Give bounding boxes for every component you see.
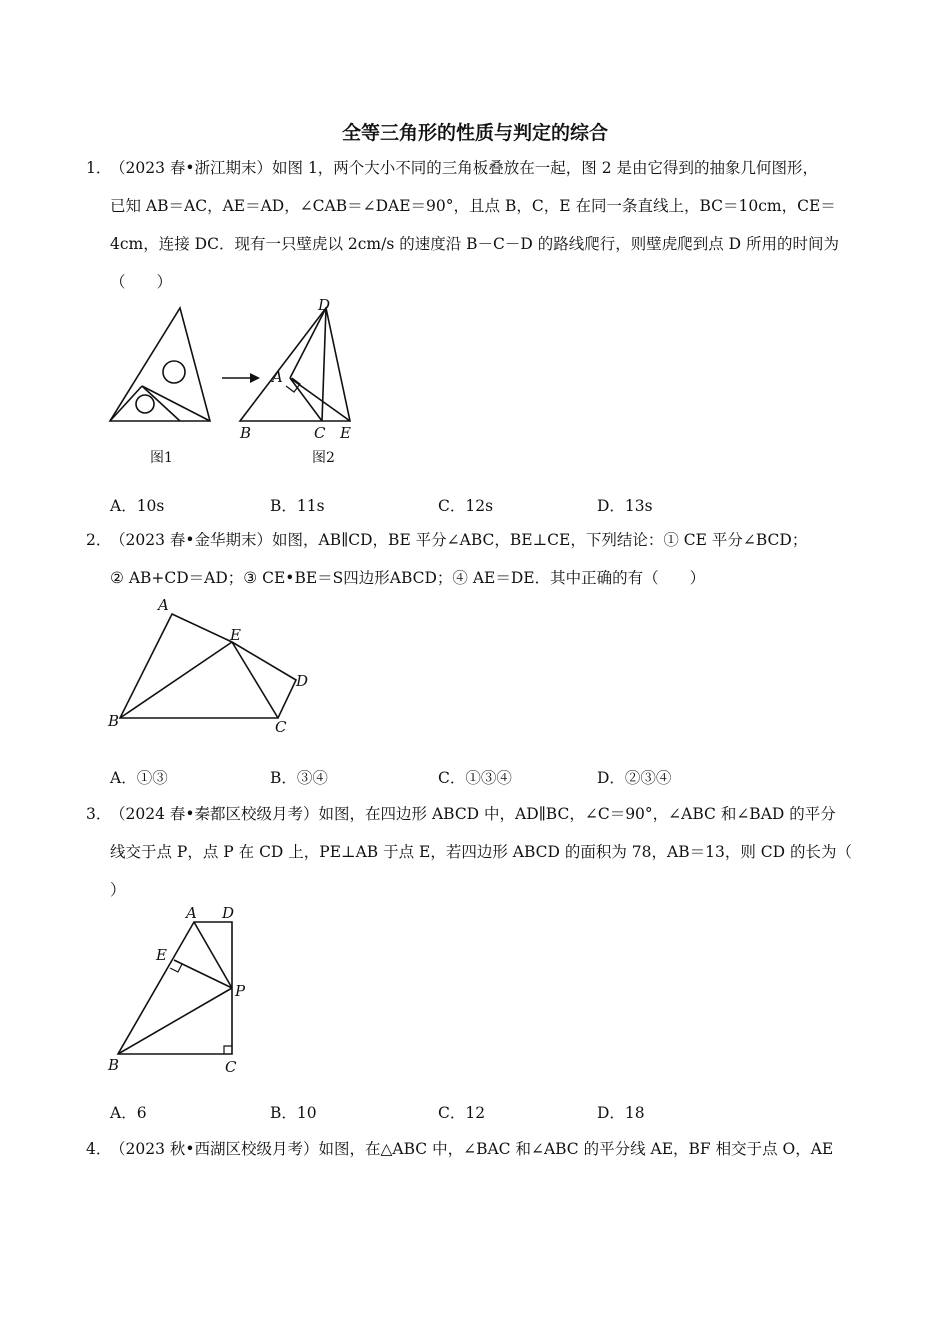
question-2-number: 2． (86, 531, 112, 549)
label-C: C (225, 1058, 237, 1076)
label-E: E (156, 946, 167, 964)
question-3-number: 3． (86, 805, 112, 823)
label-D: D (222, 904, 235, 922)
question-1-line-1: （2023 春•浙江期末）如图 1，两个大小不同的三角板叠放在一起，图 2 是由它得到的抽象几何图形， (110, 159, 819, 177)
caption-figure-1: 图1 (150, 450, 173, 466)
option-a[interactable]: A．6 (110, 1104, 147, 1122)
figure-2-geometry (240, 308, 350, 421)
question-4-number: 4． (86, 1140, 112, 1158)
page-title: 全等三角形的性质与判定的综合 (341, 122, 608, 144)
question-2-figure (100, 594, 320, 739)
question-1-line-4: （ ） (110, 273, 173, 291)
option-d[interactable]: D．18 (597, 1104, 645, 1122)
option-b[interactable]: B．10 (270, 1104, 317, 1122)
question-1-number: 1． (86, 159, 112, 177)
caption-figure-2: 图2 (312, 450, 335, 466)
question-2-line-1: （2023 春•金华期末）如图，AB∥CD，BE 平分∠ABC，BE⊥CE，下列结论：① CE 平分∠BCD； (110, 531, 808, 549)
question-1-line-2: 已知 AB＝AC，AE＝AD，∠CAB＝∠DAE＝90°，且点 B，C，E 在同一条直线上，BC＝10cm，CE＝ (110, 197, 836, 215)
question-3-line-1: （2024 春•秦都区校级月考）如图，在四边形 ABCD 中，AD∥BC，∠C＝90°，∠ABC 和∠BAD 的平分 (110, 805, 836, 823)
label-B: B (108, 1056, 120, 1074)
question-1-figure (100, 296, 380, 471)
option-a[interactable]: A．10s (110, 497, 165, 515)
option-b[interactable]: B．11s (270, 497, 325, 515)
question-1-line-3: 4cm，连接 DC．现有一只壁虎以 2cm/s 的速度沿 B－C－D 的路线爬行，则壁虎爬到点 D 所用的时间为 (110, 235, 840, 253)
label-A: A (186, 904, 197, 922)
option-d[interactable]: D．13s (597, 497, 653, 515)
label-P: P (235, 982, 246, 1000)
option-d[interactable]: D．②③④ (597, 769, 672, 787)
label-E: E (340, 424, 351, 442)
label-E: E (230, 626, 241, 644)
question-4-line-1: （2023 秋•西湖区校级月考）如图，在△ABC 中，∠BAC 和∠ABC 的平分线 AE，BF 相交于点 O，AE (110, 1140, 834, 1158)
question-2-geometry (120, 614, 296, 718)
label-B: B (108, 712, 120, 730)
option-b[interactable]: B．③④ (270, 769, 328, 787)
question-3-line-3: ） (110, 881, 126, 899)
option-c[interactable]: C．12 (438, 1104, 486, 1122)
label-B: B (240, 424, 252, 442)
label-D: D (296, 672, 309, 690)
question-3-figure (100, 900, 260, 1080)
label-A: A (158, 596, 169, 614)
arrow-icon (222, 373, 260, 383)
question-2-line-2: ② AB+CD＝AD；③ CE•BE＝S四边形ABCD；④ AE＝DE．其中正确的有（ ） (110, 569, 706, 587)
label-D: D (318, 296, 331, 314)
label-C: C (314, 424, 326, 442)
question-3-line-2: 线交于点 P，点 P 在 CD 上，PE⊥AB 于点 E，若四边形 ABCD 的面积为 78，AB＝13，则 CD 的长为（ (110, 843, 852, 861)
option-a[interactable]: A．①③ (110, 769, 168, 787)
label-C: C (275, 718, 287, 736)
figure-1-triangle-boards (110, 308, 210, 421)
question-3-geometry (118, 922, 232, 1054)
option-c[interactable]: C．12s (438, 497, 494, 515)
label-A: A (272, 368, 283, 386)
option-c[interactable]: C．①③④ (438, 769, 512, 787)
